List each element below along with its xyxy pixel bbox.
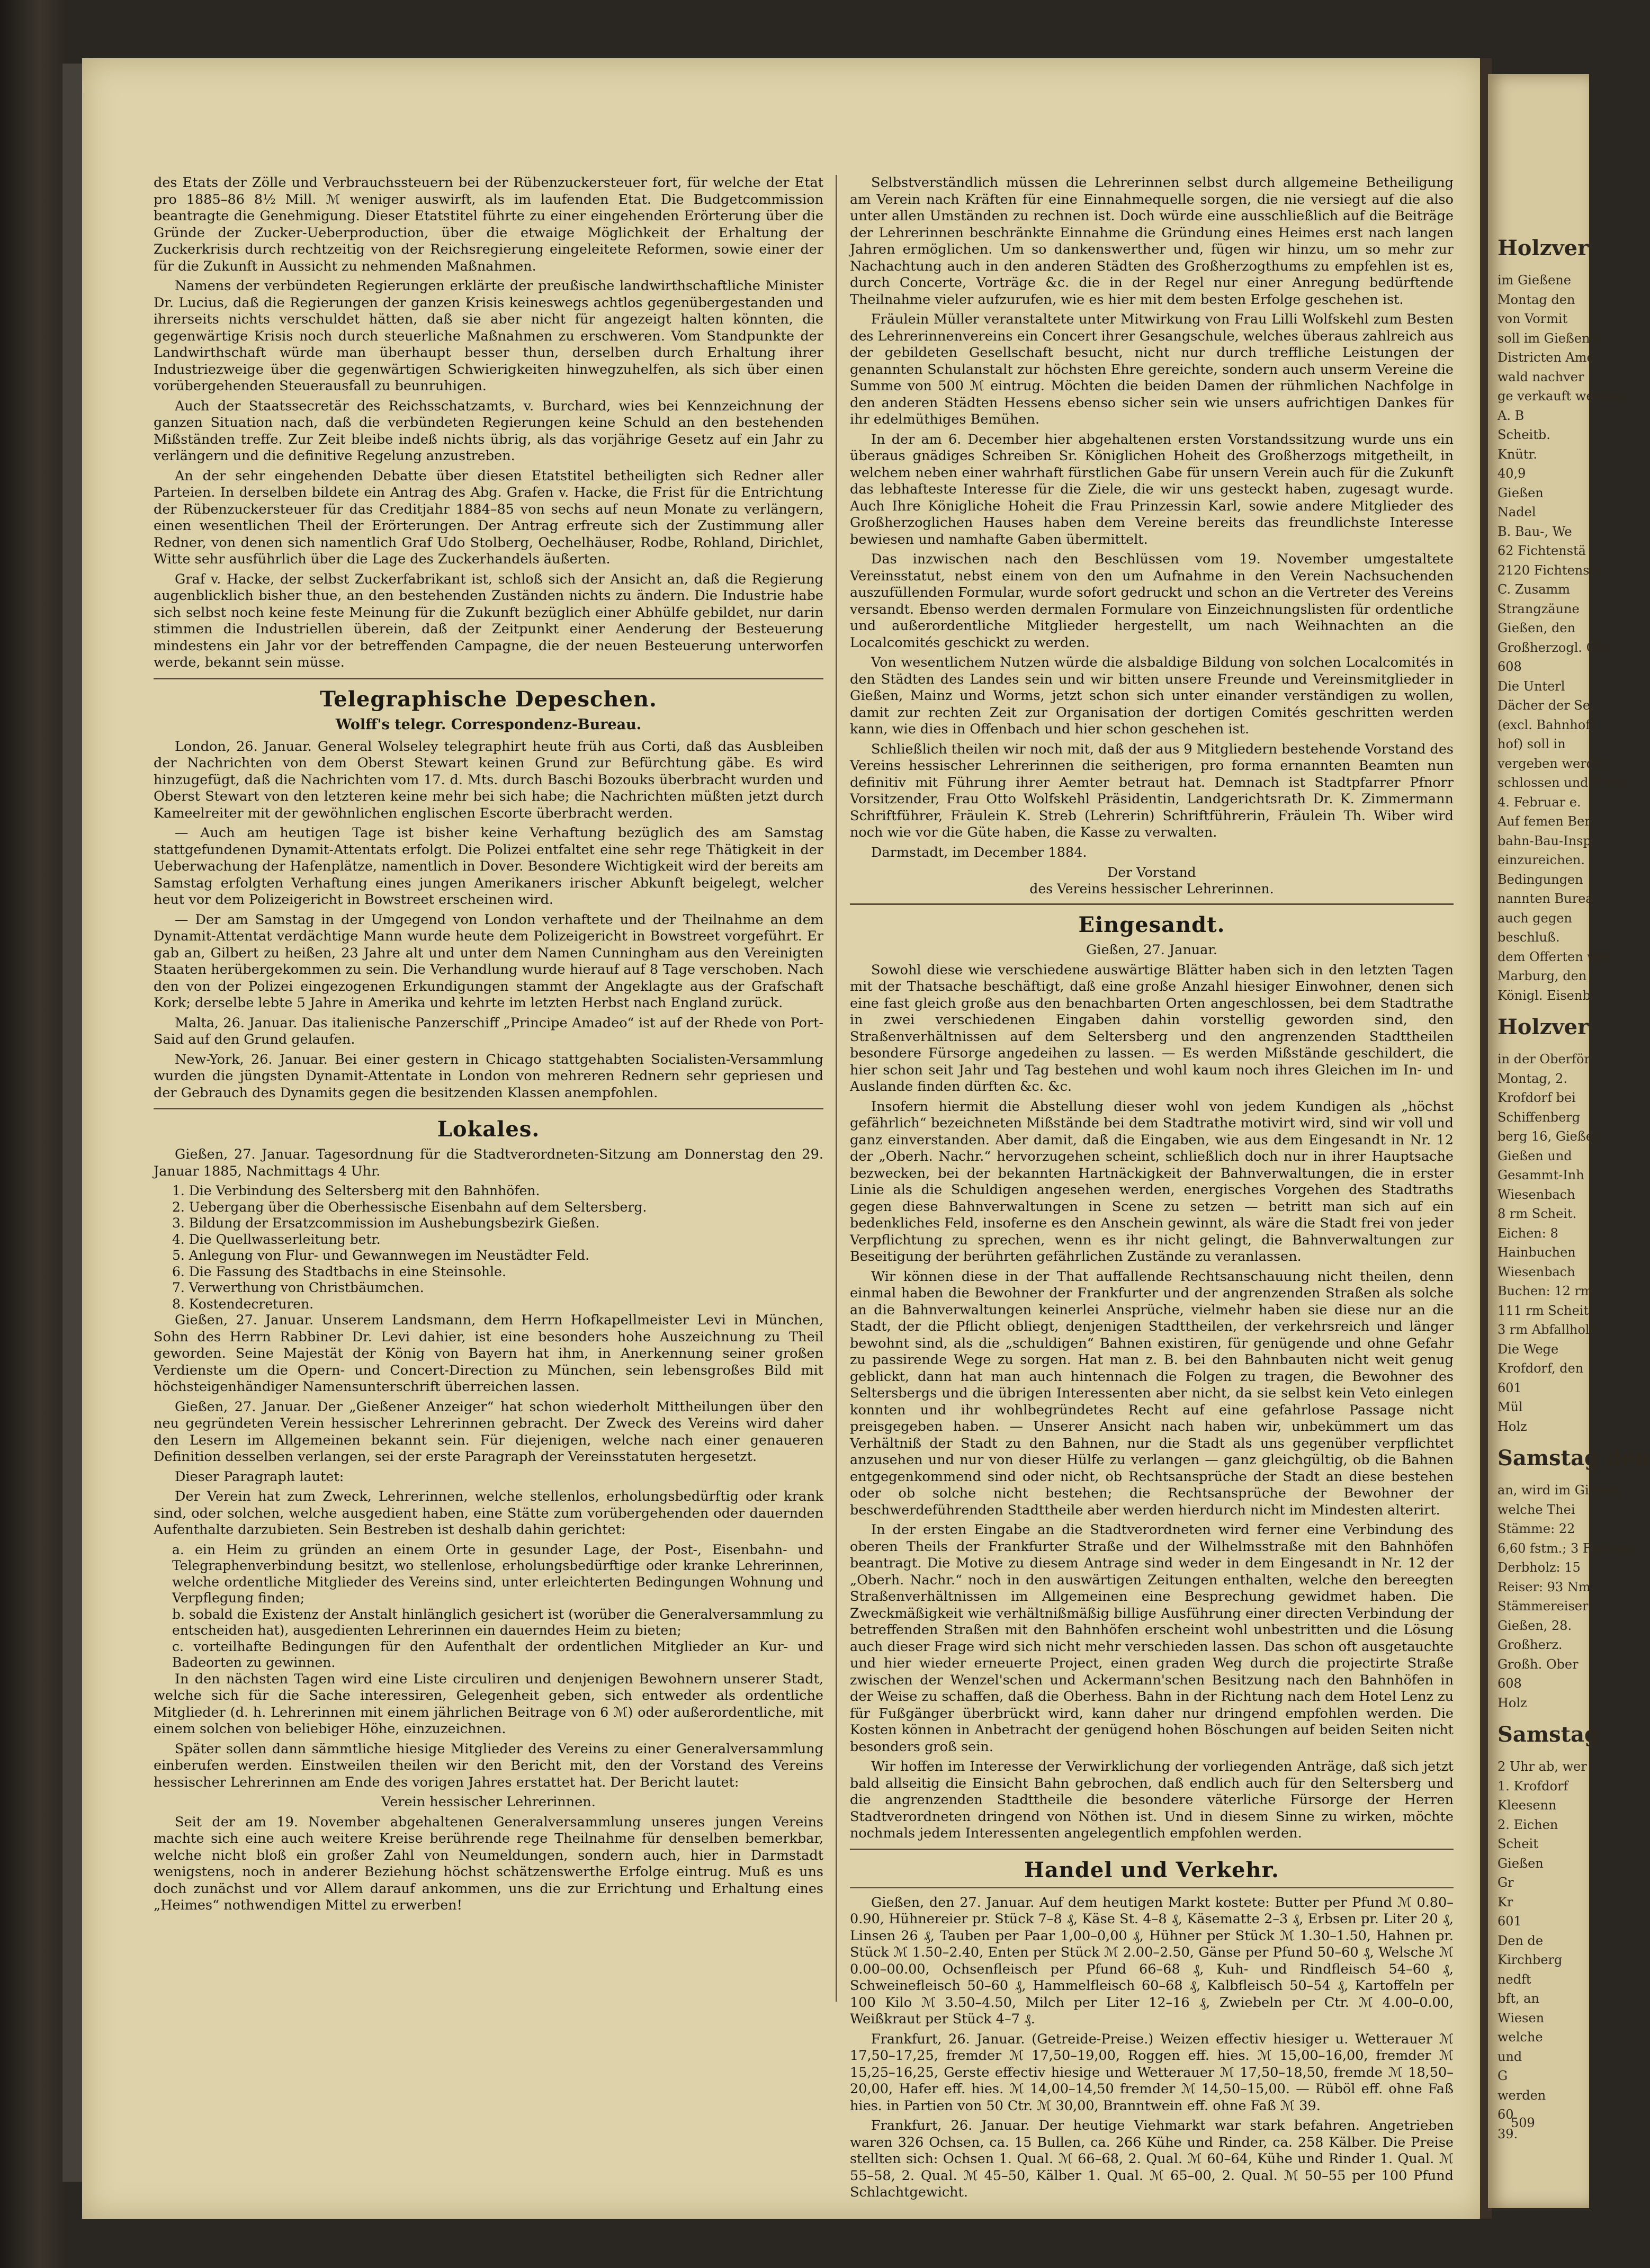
adjacent-page-text-fragment: 601 — [1497, 1914, 1522, 1929]
statute-clause: c. vorteilhafte Bedingungen für den Aufenthalt der ordentlichen Mitglieder an Kur- und Badeorten zu gewinnen. — [172, 1638, 823, 1670]
adjacent-page-text-fragment: 62 Fichtenstä — [1497, 543, 1586, 558]
article-paragraph: An der sehr eingehenden Debatte über diesen Etatstitel betheiligten sich Redner aller Parteien. In derselben bildete ein Antrag des Abg. Grafen v. Hacke, die Frist für die Entrichtung der Rübenzuckersteuer für das Creditjahr 1884–85 von sechs auf neun Monate zu verlängern, einen wesentlichen Theil der Erörterungen. Der Antrag erfreute sich der Zustimmung aller Redner, von denen sich namentlich Graf Udo Stolberg, Oechelhäuser, Rodbe, Rohland, Dirichlet, Witte sehr ausführlich über die Lage des Zuckerhandels äußerten. — [154, 468, 823, 567]
adjacent-page-text-fragment: Montag den — [1497, 292, 1575, 307]
market-report: Gießen, den 27. Januar. Auf dem heutigen Markt kostete: Butter per Pfund ℳ 0.80–0.90, Hühnereier pr. Stück 7–8 ₰, Käse St. 4–8 ₰, Käsematte 2–3 ₰, Erbsen pr. Liter 20 ₰, Linsen 26 ₰, Tauben per Paar 1,00–0,00 ₰, Hühner per Stück ℳ 1.30–1.50, Hahnen pr. Stück ℳ 1.50–2.40, Enten per Stück ℳ 2.00–2.50, Gänse per Pfund 50–60 ₰, Welsche ℳ 0.00–00.00, Ochsenfleisch per Pfund 66–68 ₰, Kuh- und Rindfleisch 54–60 ₰, Schweinefleisch 50–60 ₰, Hammelfleisch 60–68 ₰, Kalbfleisch 50–54 ₰, Kartoffeln per 100 Kilo ℳ 3.50–4.50, Milch per Liter 12–16 ₰, Zwiebeln per Ctr. ℳ 4.00–0.00, Weißkraut per Stück 4–7 ₰. — [850, 1894, 1454, 2027]
adjacent-page-text-fragment: (excl. Bahnhof) — [1497, 717, 1595, 732]
adjacent-page-text-fragment: Großherzogl. Obe — [1497, 640, 1612, 655]
adjacent-page-text-fragment: 40,9 — [1497, 466, 1526, 481]
adjacent-page-text-fragment: Die Wege — [1497, 1341, 1559, 1357]
book-binding — [0, 0, 66, 2268]
section-rule — [850, 903, 1454, 905]
letter-dateline: Gießen, 27. Januar. — [1086, 942, 1217, 958]
adjacent-page-text-fragment: A. B — [1497, 408, 1525, 423]
adjacent-page-text-fragment: an, wird im Gießen — [1497, 1483, 1621, 1498]
adjacent-page-text-fragment: Wiesenbach — [1497, 1264, 1575, 1279]
adjacent-page-text-fragment: Großherz. — [1497, 1637, 1563, 1652]
adjacent-page-text-fragment: Holz — [1497, 1695, 1527, 1710]
adjacent-page-text-fragment: 601 — [1497, 1380, 1522, 1395]
adjacent-page-text-fragment: Kr — [1497, 1894, 1513, 1910]
report-paragraph: Das inzwischen nach den Beschlüssen vom 19. November umgestaltete Vereinsstatut, nebst einem von den um Aufnahme in den Verein Nachsuchenden auszufüllenden Formular, wurde sofort gedruckt und schon an die Vertreter des Vereins versandt. Ebenso werden dermalen Formulare von Einzeichnungslisten für ordentliche und außerordentliche Mitglieder hergestellt, um nach Weihnachten an die Localcomités geschickt zu werden. — [850, 551, 1454, 651]
adjacent-page-text-fragment: Eichen: 8 — [1497, 1225, 1558, 1241]
adjacent-page-text-fragment: G — [1497, 2068, 1508, 2083]
adjacent-page-text-fragment: 6,60 fstm.; 3 Fichten — [1497, 1540, 1632, 1556]
agenda-item: 3. Bildung der Ersatzcommission im Aushebungsbezirk Gießen. — [172, 1215, 600, 1231]
report-signature: des Vereins hessischer Lehrerinnen. — [1029, 881, 1274, 897]
report-signature: Der Vorstand — [1107, 865, 1196, 880]
agenda-item: 5. Anlegung von Flur- und Gewannwegen im Neustädter Feld. — [172, 1248, 590, 1263]
adjacent-page-text-fragment: Schiffenberg — [1497, 1109, 1581, 1125]
adjacent-page-text-fragment: Reiser: 93 Nm. — [1497, 1579, 1595, 1594]
section-heading-lokales: Lokales. — [437, 1117, 540, 1142]
adjacent-page-text-fragment: Krofdorf, den — [1497, 1361, 1584, 1376]
adjacent-page-text-fragment: Montag, 2. — [1497, 1071, 1567, 1086]
local-news-paragraph: Gießen, 27. Januar. Tagesordnung für die Stadtverordneten-Sitzung am Donnerstag den 29. Januar 1885, Nachmittags 4 Uhr. — [154, 1146, 823, 1179]
adjacent-page-text-fragment: Gießen, 28. — [1497, 1618, 1572, 1633]
market-report: Frankfurt, 26. Januar. (Getreide-Preise.) Weizen effectiv hiesiger u. Wetterauer ℳ 17,50–17,25, fremder ℳ 17,50–19,00, Roggen eff. hies. ℳ 15,00–16,00, fremder ℳ 15,25–16,25, Gerste effectiv hiesige und Wetterauer ℳ 17,50–18,50, fremde ℳ 18,50–20,00, Hafer eff. hies. ℳ 14,00–14,50 fremder ℳ 14,50–15,00. — Rüböl eff. ohne Faß hies. in Partien von 50 Ctr. ℳ 30,00, Branntwein eff. ohne Faß ℳ 39. — [850, 2031, 1454, 2114]
adjacent-page-text-fragment: Gießen — [1497, 485, 1544, 500]
adjacent-page-text-fragment: 60 — [1497, 2107, 1514, 2122]
adjacent-page-text-fragment: werden — [1497, 2087, 1546, 2103]
adjacent-page-text-fragment: Kleesenn — [1497, 1798, 1557, 1813]
report-paragraph: Selbstverständlich müssen die Lehrerinnen selbst durch allgemeine Betheiligung am Verein nach Kräften für eine Einnahmequelle sorgen, die nie versiegt auf die also unter allen Umständen zu rechnen ist. Doch würde eine ausschließlich auf die Beiträge der Lehrerinnen beschränkte Einnahme die Gründung eines Heimes erst nach langen Jahren ermöglichen. Um so dankenswerther und, fügen wir hinzu, um so mehr zur Nachachtung auch in den anderen Städten des Großherzogthums zu empfehlen ist es, durch Concerte, Vorträge &c. die in der Regel nur einer Anregung bedürftende Theilnahme vieler aufzurufen, wie es hier mit dem besten Erfolge geschehen ist. — [850, 175, 1454, 308]
adjacent-page-text-fragment: soll im Gießene — [1497, 330, 1598, 346]
adjacent-page-text-fragment: bft, an — [1497, 1991, 1539, 2006]
adjacent-page-text-fragment: Krofdorf bei — [1497, 1090, 1576, 1105]
adjacent-page-text-fragment: bahn-Bau-Insp — [1497, 833, 1591, 848]
adjacent-page-text-fragment: von Vormit — [1497, 311, 1568, 326]
local-news-paragraph: Gießen, 27. Januar. Unserem Landsmann, dem Herrn Hofkapellmeister Levi in München, Sohn des Herrn Rabbiner Dr. Levi dahier, ist eine besonders hohe Auszeichnung zu Theil geworden. Seine Majestät der König von Bayern hat ihm, in Anerkennung seiner großen Verdienste um die Opern- und Concert-Direction zu München, sein lebensgroßes Bild mit höchsteigenhändiger Namensunterschrift überreichen lassen. — [154, 1312, 823, 1395]
adjacent-page-text-fragment: in der Oberför — [1497, 1052, 1590, 1066]
statute-clause: b. sobald die Existenz der Anstalt hinlänglich gesichert ist (worüber die Generalversammlung zu entscheiden hat), ausgedienten Lehrerinnen ein dauerndes Heim zu bieten; — [172, 1606, 823, 1638]
adjacent-page-text-fragment: Samstag den — [1497, 1446, 1650, 1471]
local-news-paragraph: In den nächsten Tagen wird eine Liste circuliren und denjenigen Bewohnern unserer Stadt, welche sich für die Sache interessiren, Gelegenheit geben, sich entweder als ordentliche Mitglieder (d. h. Lehrerinnen mit einem jährlichen Beitrage von 6 ℳ) oder außerordentliche, mit einem solchen von beliebiger Höhe, einzuzeichnen. — [154, 1671, 823, 1737]
adjacent-page-text-fragment: dem Offerten wer — [1497, 949, 1612, 964]
dispatch-london: London, 26. Januar. General Wolseley telegraphirt heute früh aus Corti, daß das Ausbleiben der Nachrichten von dem Oberst Stewart keinen Grund zur Befürchtung gäbe. Es wird hinzugefügt, daß die Nachrichten vom 17. d. Mts. durch Baschi Bozouks überbracht wurden und Oberst Stewart von den letzteren keine mehr bei sich habe; die Nachrichten müßten jetzt durch Kameelreiter mit der gewöhnlichen englischen Escorte überbracht werden. — [154, 738, 823, 821]
adjacent-page-text-fragment: und — [1497, 2049, 1522, 2064]
section-heading-telegraph: Telegraphische Depeschen. — [320, 686, 657, 712]
adjacent-page-text-fragment: vergeben werden — [1497, 756, 1610, 771]
adjacent-page-text-fragment: nedft — [1497, 1971, 1531, 1987]
adjacent-page-text-fragment: Dächer der Se — [1497, 698, 1591, 713]
article-paragraph: Auch der Staatssecretär des Reichsschatzamts, v. Burchard, wies bei Kennzeichnung der ganzen Situation nach, daß die verbündeten Regierungen keine Schuld an den bestehenden Mißständen treffe. Zur Zeit bleibe indeß nichts übrig, als das vorjährige Gesetz auf ein Jahr zu verlängern und die definitive Regelung anzustreben. — [154, 398, 823, 464]
adjacent-page-text-fragment: Holzver — [1497, 236, 1589, 261]
adjacent-page-text-fragment: Gießen — [1497, 1855, 1544, 1871]
agenda-item: 2. Uebergang über die Oberhessische Eisenbahn auf dem Seltersberg. — [172, 1199, 647, 1215]
adjacent-page-text-fragment: Hainbuchen — [1497, 1245, 1576, 1260]
report-paragraph: In der am 6. December hier abgehaltenen ersten Vorstandssitzung wurde uns ein überaus gnädiges Schreiben Sr. Königlichen Hoheit des Großherzogs mitgetheilt, in welchem neben einer wahrhaft fürstlichen Gabe für unsern Verein auch für die Zukunft das lebhafteste Interesse für die Ziele, die wir uns gesteckt haben, zugesagt wurde. Auch Ihre Königliche Hoheit die Frau Prinzessin Karl, sowie andere Mitglieder des Großherzoglichen Hauses haben dem Vereine bereits das freundlichste Interesse bewiesen und namhafte Gaben übermittelt. — [850, 431, 1454, 548]
adjacent-page-text-fragment: Gesammt-Inh — [1497, 1168, 1584, 1182]
dispatch-london: — Auch am heutigen Tage ist bisher keine Verhaftung bezüglich des am Samstag stattgefundenen Dynamit-Attentats erfolgt. Die Polizei entfaltet eine sehr rege Thätigkeit in der Ueberwachung der Hafenplätze, namentlich in Dover. Besondere Wichtigkeit wird der bereits am Samstag erfolgten Verhaftung eines jungen Amerikaners irischer Abkunft beigelegt, welcher heut vor dem Polizeigericht in Bowstreet erscheinen wird. — [154, 825, 823, 908]
section-rule — [850, 1887, 1454, 1888]
adjacent-page-text-fragment: 111 rm Scheit. — [1497, 1303, 1593, 1318]
dispatch-new-york: New-York, 26. Januar. Bei einer gestern in Chicago stattgehabten Socialisten-Versammlung wurden die jüngsten Dynamit-Attentate in London von mehreren Rednern sehr gepriesen und der Gebrauch des Dynamits gegen die besitzenden Klassen anempfohlen. — [154, 1051, 823, 1101]
market-report: Frankfurt, 26. Januar. Der heutige Viehmarkt war stark befahren. Angetrieben waren 326 Ochsen, ca. 15 Bullen, ca. 266 Kühe und Rinder, ca. 258 Kälber. Die Preise stellten sich: Ochsen 1. Qual. ℳ 66–68, 2. Qual. ℳ 60–64, Kühe und Rinder 1. Qual. ℳ 55–58, 2. Qual. ℳ 45–50, Kälber 1. Qual. ℳ 65–00, 2. Qual. ℳ 50–55 per 100 Pfund Schlachtgewicht. — [850, 2118, 1454, 2200]
column-left — [154, 175, 823, 1917]
column-divider — [836, 175, 837, 2002]
adjacent-page-text-fragment: C. Zusamm — [1497, 582, 1571, 597]
adjacent-page-text-fragment: nannten Burea — [1497, 891, 1593, 906]
adjacent-page-text-fragment: Strangzäune — [1497, 601, 1580, 616]
adjacent-page-text-fragment: Derbholz: 15 — [1497, 1560, 1581, 1575]
page-number: 509 — [1511, 2115, 1535, 2130]
adjacent-page-text-fragment: 2. Eichen — [1497, 1817, 1558, 1832]
adjacent-page-text-fragment: Wiesen — [1497, 2010, 1545, 2025]
dispatch-london: — Der am Samstag in der Umgegend von London verhaftete und der Theilnahme an dem Dynamit-Attentat verdächtige Mann wurde heute dem Polizeigericht in Bowstreet vorgeführt. Er gab an, Gilbert zu heißen, 23 Jahre alt und unter dem Namen Cunningham aus den Vereinigten Staaten herübergekommen zu sein. Die Verhandlung wurde hierauf auf 8 Tage verschoben. Nach den von der Polizei eingezogenen Erkundigungen stammt der Angeklagte aus der Grafschaft Kork; derselbe lebte 5 Jahre in Amerika und kehrte im letzten Herbst nach England zurück. — [154, 911, 823, 1011]
column-right — [850, 175, 1454, 2204]
adjacent-page-text-fragment: Holz — [1497, 1419, 1527, 1434]
section-rule — [850, 1849, 1454, 1850]
adjacent-page-text-fragment: welche Thei — [1497, 1502, 1575, 1517]
adjacent-page-text-fragment: B. Bau-, We — [1497, 524, 1572, 539]
adjacent-page-text-fragment: Großh. Ober — [1497, 1656, 1579, 1672]
adjacent-page-text-fragment: welche — [1497, 2030, 1543, 2045]
report-paragraph: Fräulein Müller veranstaltete unter Mitwirkung von Frau Lilli Wolfskehl zum Besten des Lehrerinnenvereins ein Concert ihrer Gesangschule, welches überaus zahlreich aus der gebildeten Gesellschaft besucht, nicht nur durch treffliche Leistungen der genannten Schulanstalt zur höchsten Ehre gereichte, sondern auch unserm Vereine die Summe von 500 ℳ eintrug. Möchten die beiden Damen der rühmlichen Nachfolge in den anderen Städten Hessens ebenso sicher sein wie unsers aufrichtigen Dankes für ihr edelmüthiges Bemühen. — [850, 311, 1454, 427]
adjacent-page-text-fragment: 4. Februar e. — [1497, 794, 1581, 810]
agenda-item: 6. Die Fassung des Stadtbachs in eine Steinsohle. — [172, 1263, 506, 1279]
adjacent-page-text-fragment: Gießen, den — [1497, 621, 1576, 635]
adjacent-page-text-fragment: Kirchberg — [1497, 1952, 1563, 1967]
section-rule — [154, 678, 823, 679]
adjacent-page-text-fragment: Gr — [1497, 1875, 1514, 1890]
adjacent-page-text-fragment: 39. — [1497, 2126, 1518, 2141]
bureau-subheading: Wolff's telegr. Correspondenz-Bureau. — [335, 716, 642, 733]
agenda-item: 8. Kostendecreturen. — [172, 1296, 314, 1312]
adjacent-page-text-fragment: ge verkauft werden: — [1497, 389, 1628, 404]
section-heading-handel: Handel und Verkehr. — [1024, 1857, 1279, 1882]
adjacent-page-text-fragment: hof) soll in — [1497, 737, 1566, 751]
statute-text: Der Verein hat zum Zweck, Lehrerinnen, welche stellenlos, erholungsbedürftig oder krank sind, oder solchen, welche ausgedient haben, eine Stätte zum vorübergehenden oder dauernden Aufenthalte darzubieten. Sein Bestreben ist deshalb dahin gerichtet: — [154, 1489, 823, 1538]
adjacent-page-text-fragment: 608 — [1497, 1676, 1522, 1691]
report-paragraph: Von wesentlichem Nutzen würde die alsbaldige Bildung von solchen Localcomités in den Städten des Landes sein und wir bitten unsere Freunde und Vereinsmitglieder in Gießen, Mainz und Worms, jetzt schon sich unter einander verständigen zu wollen, damit zur rechten Zeit zur Organisation der dortigen Comités geschritten werden kann, wie dies in Offenbach und hier schon geschehen ist. — [850, 655, 1454, 737]
agenda-item: 4. Die Quellwasserleitung betr. — [172, 1231, 381, 1247]
adjacent-page-text-fragment: Marburg, den — [1497, 969, 1587, 983]
report-paragraph: Schließlich theilen wir noch mit, daß der aus 9 Mitgliedern bestehende Vorstand des Vereins hessischer Lehrerinnen die seitherigen, pro forma ernannten Beamten nun definitiv mit Führung ihrer Aemter betraut hat. Demnach ist Stadtpfarrer Pfnorr Vorsitzender, Frau Otto Wolfskehl Präsidentin, Landgerichtsrath Dr. K. Zimmermann Schriftführer, Fräulein K. Streb (Lehrerin) Schriftführerin, Fräulein Th. Wiber wird noch wie vor die Güte haben, die Kasse zu verwalten. — [850, 741, 1454, 840]
section-heading-eingesandt: Eingesandt. — [1078, 912, 1225, 937]
adjacent-page-text-fragment: berg 16, Gießen — [1497, 1129, 1602, 1144]
adjacent-page-text-fragment: schlossen und frank — [1497, 775, 1627, 790]
adjacent-page-text-fragment: wald nachver — [1497, 369, 1584, 384]
adjacent-page-text-fragment: Samstag — [1497, 1722, 1600, 1747]
adjacent-page-text-fragment: Wiesenbach — [1497, 1187, 1575, 1202]
report-paragraph: Seit der am 19. November abgehaltenen Generalversammlung unseres jungen Vereins machte sich eine auch weitere Kreise berührende rege Theilnahme für denselben bemerkbar, welche nicht bloß ein großer Zahl von Neumeldungen, sondern auch, hier in Darmstadt wenigstens, noch in anderer Beziehung höchst schätzenswerthe Erfolge eintrug. Muß es uns doch zunächst und vor Allem darauf ankommen, uns die zur Errichtung und Erhaltung eines „Heimes“ nothwendigen Mittel zu erwerben! — [154, 1814, 823, 1913]
letter-paragraph: Wir hoffen im Interesse der Verwirklichung der vorliegenden Anträge, daß sich jetzt bald allseitig die Einsicht Bahn gebrochen, daß endlich auch für den Seltersberg und die angrenzenden Stadttheile die besondere väterliche Fürsorge der Herren Stadtverordneten dringend von Nöthen ist. Und in diesem Sinne zu wirken, möchte nochmals jedem Interessenten angelegentlich empfohlen werden. — [850, 1759, 1454, 1841]
adjacent-page-text-fragment: Knütr. — [1497, 446, 1537, 462]
agenda-item: 7. Verwerthung von Christbäumchen. — [172, 1280, 424, 1295]
adjacent-page-text-fragment: auch gegen — [1497, 910, 1572, 926]
adjacent-page-text-fragment: Districten Amei — [1497, 350, 1599, 365]
statute-clause: a. ein Heim zu gründen an einem Orte in gesunder Lage, der Post-, Eisenbahn- und Telegraphenverbindung besitzt, wo stellenlose, erholungsbedürftige oder kranke Lehrerinnen, welche ordentliche Mitglieder des Vereins sind, unter erleichterten Bedingungen Wohnung und Verpflegung finden; — [172, 1541, 823, 1606]
letter-paragraph: Sowohl diese wie verschiedene auswärtige Blätter haben sich in den letzten Tagen mit der Thatsache beschäftigt, daß eine große Anzahl hiesiger Einwohner, denen sich eine fast gleich große aus den benachbarten Orten angeschlossen, bei dem Stadtrathe in zwei verschiedenen Eingaben dahin vorstellig geworden sind, den Straßenverhältnissen auf dem Seltersberg und den angrenzenden Stadttheilen besondere Fürsorge angedeihen zu lassen. — Es werden Mißstände geschildert, die hier schon seit Jahr und Tag bestehen und wohl kaum noch ihres Gleichen im In- und Auslande finden dürften &c. &c. — [850, 962, 1454, 1095]
local-news-paragraph: Später sollen dann sämmtliche hiesige Mitglieder des Vereins zu einer Generalversammlung einberufen werden. Einstweilen theilen wir den Bericht mit, den der Vorstand des Vereins hessischer Lehrerinnen am Ende des vorigen Jahres erstattet hat. Der Bericht lautet: — [154, 1741, 823, 1790]
adjacent-page-text-fragment: 3 rm Abfallholz — [1497, 1322, 1597, 1337]
adjacent-page — [1488, 74, 1650, 2208]
dispatch-malta: Malta, 26. Januar. Das italienische Panzerschiff „Principe Amadeo“ ist auf der Rhede von Port-Said auf den Grund gelaufen. — [154, 1015, 823, 1047]
letter-paragraph: Insofern hiermit die Abstellung dieser wohl von jedem Kundigen als „höchst gefährlich“ bezeichneten Mißstände bei dem Stadtrathe motivirt wird, sind wir voll und ganz einverstanden. Aber damit, daß die Eingaben, wie aus dem Eingesandt in Nr. 12 der „Oberh. Nachr.“ hervorzugehen scheint, schließlich doch nur in ihrer Hauptsache bezwecken, bei der bekannten Hartnäckigkeit der Bahnverwaltungen, die in erster Linie als die Schuldigen angesehen werden, energisches Vorgehen des Stadtraths gegen diese Bahnverwaltungen in Scene zu setzen — betritt man sich auf ein bedenkliches Feld, insoferne es den Anschein gewinnt, als wäre die Stadt frei von jeder Verpflichtung zu sprechen, wenn es ihr nicht gelingt, die Bahnverwaltungen zur Beseitigung der berührten gefährlichen Zustände zu veranlassen. — [850, 1098, 1454, 1265]
article-paragraph: Graf v. Hacke, der selbst Zuckerfabrikant ist, schloß sich der Ansicht an, daß die Regierung augenblicklich bisher thue, an den bestehenden Zuständen nichts zu ändern. Die Industrie habe sich selbst noch keine feste Meinung für die Zukunft bezüglich einer Abhülfe gebildet, nur darin stimmen die Industriellen überein, daß der Zeitpunkt einer Aenderung der Besteuerung mindestens ein Jahr vor der betreffenden Campagne, die der neuen Besteuerung unterworfen werde, bekannt sein müsse. — [154, 571, 823, 670]
adjacent-page-text-fragment: 8 rm Scheit. — [1497, 1206, 1577, 1221]
adjacent-page-text-fragment: im Gießene — [1497, 273, 1572, 288]
adjacent-page-text-fragment: Gießen und — [1497, 1148, 1572, 1163]
local-news-paragraph: Gießen, 27. Januar. Der „Gießener Anzeiger“ hat schon wiederholt Mittheilungen über den neu gegründeten Verein hessischer Lehrerinnen gebracht. Der Zweck des Vereins wird daher den Lesern im Allgemeinen bekannt sein. Für diejenigen, welche nach einer genaueren Definition desselben verlangen, sei der erste Paragraph der Vereinsstatuten hergesetzt. — [154, 1399, 823, 1465]
adjacent-page-text-fragment: 1. Krofdorf — [1497, 1778, 1568, 1794]
section-rule — [154, 1108, 823, 1109]
adjacent-page-text-fragment: Die Unterl — [1497, 678, 1565, 694]
adjacent-page-text-fragment: 2 Uhr ab, wer — [1497, 1759, 1587, 1774]
adjacent-page-text-fragment: Bedingungen — [1497, 872, 1583, 887]
adjacent-page-text-fragment: Stämme: 22 — [1497, 1521, 1575, 1536]
report-title: Verein hessischer Lehrerinnen. — [381, 1794, 596, 1810]
letter-paragraph: In der ersten Eingabe an die Stadtverordneten wird ferner eine Verbindung des oberen Theils der Frankfurter Straße und der Wilhelmsstraße mit den Bahnhöfen beantragt. Die Motive zu diesem Antrage sind weder in dem Eingesandt in Nr. 12 der „Oberh. Nachr.“ noch in den auswärtigen Zeitungen enthalten, welche den bereegten Straßenverhältnissen im Allgemeinen eine Besprechung gewidmet haben. Die Zweckmäßigkeit wie verhältnißmäßig billige Ausführung einer directen Verbindung der betreffenden Straßen mit den Bahnhöfen erscheint wohl unbestritten und die Lösung auch dieser Frage wird sich nicht mehr verschieden lassen. Das schon oft ausgetauchte und hier wieder erneuerte Project, einen graden Weg durch die projectirte Straße zwischen der Wenzel'schen und Ackermann'schen Besitzung nach den Bahnhöfen in der Weise zu schaffen, daß die Oberhess. Bahn in der Richtung nach dem Hotel Lenz zu für Fußgänger überbrückt wird, kann daher nur dringend empfohlen werden. Die Kosten können in Anbetracht der genügend hohen Böschungen auf beiden Seiten nicht besonders groß sein. — [850, 1522, 1454, 1755]
adjacent-page-text-fragment: Mül — [1497, 1400, 1523, 1414]
adjacent-page-text-fragment: Stämmereiser — [1497, 1599, 1589, 1613]
adjacent-page-text-fragment: Den de — [1497, 1933, 1544, 1948]
adjacent-page-text-fragment: Königl. Eisenb — [1497, 988, 1591, 1003]
adjacent-page-text-fragment: Scheit — [1497, 1836, 1538, 1851]
article-paragraph: Namens der verbündeten Regierungen erklärte der preußische landwirthschaftliche Minister Dr. Lucius, daß die Regierungen der ganzen Krisis keineswegs achtlos gegenübergestanden und ihrerseits nichts verschuldet hätten, daß sie aber nicht für angezeigt halten könnten, die gegenwärtige Krisis noch durch steuerliche Maßnahmen zu erschweren. Vom Standpunkte der Landwirthschaft würde man überhaupt besser thun, derselben durch Erhaltung ihrer Industriezweige über die gegenwärtigen Schwierigkeiten hinwegzuhelfen, als sich über einen vorübergehenden Steuerausfall zu beunruhigen. — [154, 278, 823, 394]
article-paragraph: des Etats der Zölle und Verbrauchssteuern bei der Rübenzuckersteuer fort, für welche der Etat pro 1885–86 8½ Mill. ℳ weniger auswirft, als im laufenden Etat. Die Budgetcommission beantragte die Genehmigung. Dieser Etatstitel führte zu einer eingehenden Erörterung über die Gründe der Zucker-Ueberproduction, über die etwaige Möglichkeit der Erhaltung der Zuckerkrisis durch rechtzeitig von der Reichsregierung eingeleitete Reformen, sowie einer der für die Zukunft in Aussicht zu nehmenden Maßnahmen. — [154, 175, 823, 274]
adjacent-page-text-fragment: 608 — [1497, 659, 1522, 674]
adjacent-page-text-fragment: Scheitb. — [1497, 427, 1550, 442]
binding-edge — [62, 64, 84, 2182]
adjacent-page-text-fragment: Nadel — [1497, 505, 1536, 519]
adjacent-page-text-fragment: Auf femen Ber — [1497, 814, 1591, 829]
letter-paragraph: Wir können diese in der That auffallende Rechtsanschauung nicht theilen, denn einmal haben die Bewohner der Frankfurter und der angrenzenden Straßen als solche an die Bahnverwaltungen keinerlei Ansprüche, vielmehr haben sie diese nur an die Stadt, der die Pflicht obliegt, denjenigen Stadttheilen, der verkehrsreich und länger bewohnt sind, als die „schuldigen“ Bahnen existiren, für genügende und ohne Gefahr zu passirende Wege zu sorgen. Hat man z. B. bei den Bahnbauten nicht weit genug geblickt, dann hat man auch hintennach die Folgen zu tragen, die Bewohner des Seltersbergs und die übrigen Interessenten aber nicht, da sie selbst kein Veto einlegen konnten und ihr wohlbegründetes Recht auf eine gefahrlose Passage nicht preisgegeben haben. — Unserer Ansicht nach haben wir, unbekümmert um das Verhältniß der Stadt zu den Bahnen, nur die Stadt als uns gegenüber verpflichtet anzusehen und nur von dieser Hülfe zu verlangen — ganz gleichgültig, ob die Bahnen entgegenkommend sind oder nicht, ob Rechtsansprüche der Stadt an diese bestehen oder ob solche nicht bestehen; die Rechtsansprüche der Bewohner der beschwerdeführenden Stadttheile aber werden hierdurch nicht im Mindesten alterirt. — [850, 1268, 1454, 1518]
adjacent-page-text-fragment: einzureichen. — [1497, 853, 1585, 867]
report-dateline: Darmstadt, im December 1884. — [871, 844, 1087, 860]
agenda-item: 1. Die Verbindung des Seltersberg mit den Bahnhöfen. — [172, 1183, 540, 1198]
adjacent-page-text-fragment: beschluß. — [1497, 930, 1560, 945]
adjacent-page-text-fragment: 2120 Fichtenstä — [1497, 562, 1602, 578]
agenda-list — [154, 1183, 823, 1312]
statute-intro: Dieser Paragraph lautet: — [175, 1468, 344, 1485]
adjacent-page-text-fragment: Holzver — [1497, 1015, 1589, 1039]
adjacent-page-text-fragment: Buchen: 12 rm — [1497, 1284, 1593, 1298]
